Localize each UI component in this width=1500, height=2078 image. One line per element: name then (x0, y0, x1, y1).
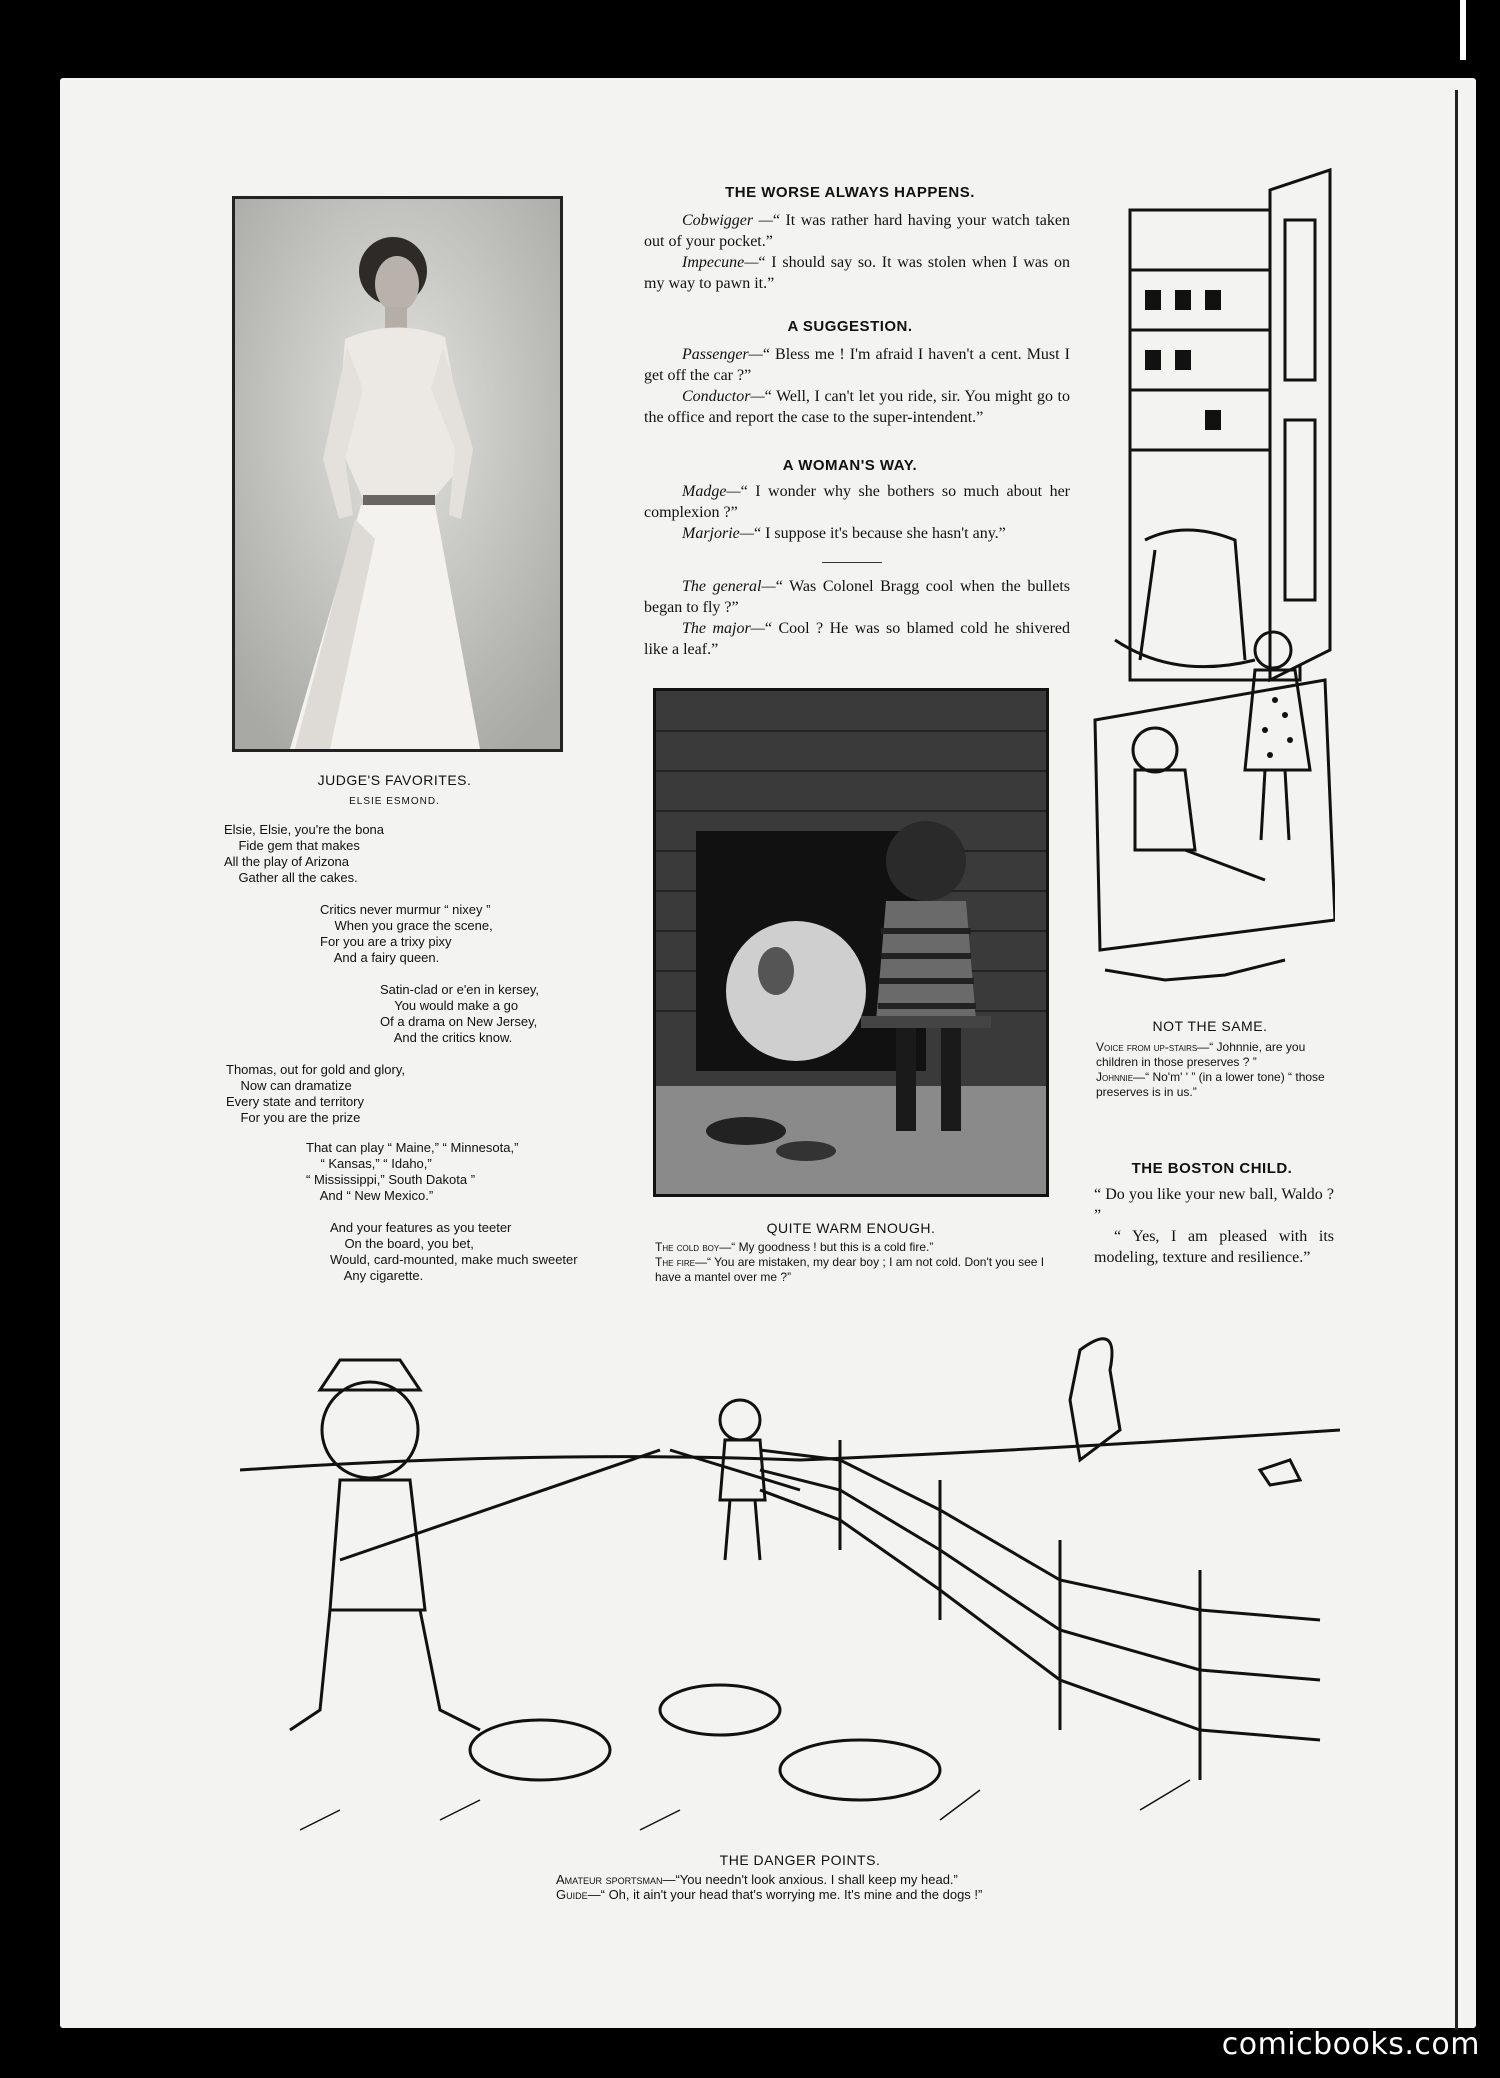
not-same-line-2: “ No'm' ' ” (in a lower tone) “ those preserves is in us.” (1096, 1070, 1325, 1099)
suggestion-line-1: “ Bless me ! I'm afraid I haven't a cent. Must I get off the car ?” (644, 346, 1070, 384)
danger-speaker-1: Amateur sportsman— (556, 1872, 676, 1887)
poem-line: And the critics know. (380, 1030, 513, 1045)
danger-title: THE DANGER POINTS. (719, 1852, 881, 1868)
boston-line-1: “ Do you like your new ball, Waldo ? ” (1094, 1186, 1334, 1224)
general-speaker-1: The general— (682, 578, 776, 595)
not-same-caption (1096, 1040, 1334, 1100)
fireplace-illustration (653, 688, 1049, 1197)
poem-line: Gather all the cakes. (224, 870, 358, 885)
poem-line: Would, card-mounted, make much sweeter (330, 1252, 578, 1267)
general-text (644, 576, 1070, 660)
poem-stanza-6 (330, 1220, 578, 1284)
poem-line: Elsie, Elsie, you're the bona (224, 822, 385, 837)
worse-line-1: “ It was rather hard having your watch taken out of your pocket.” (644, 212, 1071, 250)
worse-title: THE WORSE ALWAYS HAPPENS. (725, 184, 975, 201)
womans-way-text (644, 481, 1070, 544)
boston-title: THE BOSTON CHILD. (1131, 1160, 1293, 1177)
womans-way-speaker-2: Marjorie— (682, 525, 754, 542)
poem-line: Of a drama on New Jersey, (380, 1014, 538, 1029)
not-same-speaker-1: Voice from up-stairs— (1096, 1040, 1210, 1054)
warm-line-2: “ You are mistaken, my dear boy ; I am not cold. Don't you see I have a mantel over me ?” (655, 1255, 1045, 1284)
suggestion-text (644, 344, 1070, 428)
boston-line-2: “ Yes, I am pleased with its modeling, texture and resilience.” (1094, 1228, 1334, 1266)
poem-line: Any cigarette. (330, 1268, 424, 1283)
poem-line: “ Kansas,” “ Idaho,” (306, 1156, 432, 1171)
poem-line: Fide gem that makes (224, 838, 360, 853)
poem-line: Every state and territory (226, 1094, 364, 1109)
warm-line-1: “ My goodness ! but this is a cold fire.” (731, 1240, 934, 1254)
poem-line: All the play of Arizona (224, 854, 350, 869)
poem-line: And a fairy queen. (320, 950, 440, 965)
poem-line: And your features as you teeter (330, 1220, 512, 1235)
warm-title: QUITE WARM ENOUGH. (766, 1220, 936, 1236)
not-same-speaker-2: Johnnie— (1096, 1070, 1146, 1084)
warm-caption (655, 1240, 1055, 1285)
general-speaker-2: The major— (682, 620, 765, 637)
general-line-1: “ Was Colonel Bragg cool when the bullets began to fly ?” (644, 578, 1070, 616)
judge-title: JUDGE'S FAVORITES. (317, 772, 472, 788)
poem-line: On the board, you bet, (330, 1236, 474, 1251)
poem-stanza-1 (224, 822, 384, 886)
poem-line: That can play “ Maine,” “ Minnesota,” (306, 1140, 519, 1155)
poem-line: Critics never murmur “ nixey ” (320, 902, 491, 917)
poem-stanza-2 (320, 902, 493, 966)
poem-line: Satin-clad or e'en in kersey, (380, 982, 540, 997)
suggestion-speaker-2: Conductor— (682, 388, 765, 405)
poem-stanza-4 (226, 1062, 405, 1126)
womans-way-speaker-1: Madge— (682, 483, 741, 500)
worse-speaker-1: Cobwigger — (682, 212, 773, 229)
adjacent-sheet-edge (1460, 0, 1466, 60)
judge-subtitle: ELSIE ESMOND. (349, 796, 440, 807)
poem-line: And “ New Mexico.” (306, 1188, 434, 1203)
hunting-illustration (240, 1310, 1340, 1840)
poem-stanza-3 (380, 982, 539, 1046)
site-watermark: comicbooks.com (1221, 2027, 1480, 2062)
warm-speaker-2: The fire— (655, 1255, 707, 1269)
womans-way-line-2: “ I suppose it's because she hasn't any.” (754, 525, 1006, 542)
worse-speaker-2: Impecune— (682, 254, 759, 271)
womans-way-title: A WOMAN'S WAY. (782, 457, 918, 474)
suggestion-speaker-1: Passenger— (682, 346, 763, 363)
poem-line: Now can dramatize (226, 1078, 352, 1093)
general-line-2: “ Cool ? He was so blamed cold he shivered like a leaf.” (644, 620, 1071, 658)
poem-line: When you grace the scene, (320, 918, 493, 933)
womans-way-line-1: “ I wonder why she bothers so much about her complexion ?” (644, 483, 1070, 521)
danger-speaker-2: Guide— (556, 1887, 601, 1902)
divider-rule (822, 562, 882, 563)
poem-line: Thomas, out for gold and glory, (226, 1062, 405, 1077)
pantry-children-illustration (1085, 160, 1335, 1000)
warm-speaker-1: The cold boy— (655, 1240, 732, 1254)
poem-line: You would make a go (380, 998, 519, 1013)
worse-line-2: “ I should say so. It was stolen when I was on my way to pawn it.” (644, 254, 1070, 292)
elsie-esmond-photo (232, 196, 563, 752)
poem-line: For you are a trixy pixy (320, 934, 452, 949)
boston-text (1094, 1184, 1334, 1268)
not-same-line-1: “ Johnnie, are you children in those preserves ? ” (1096, 1040, 1306, 1069)
poem-line: For you are the prize (226, 1110, 361, 1125)
danger-line-2: “ Oh, it ain't your head that's worrying me. It's mine and the dogs !” (600, 1887, 983, 1902)
suggestion-title: A SUGGESTION. (787, 318, 913, 335)
poem-line: “ Mississippi,” South Dakota ” (306, 1172, 476, 1187)
danger-caption (556, 1872, 1116, 1902)
not-same-title: NOT THE SAME. (1152, 1018, 1268, 1034)
worse-text (644, 210, 1070, 294)
danger-line-1: “You needn't look anxious. I shall keep my head.” (675, 1872, 958, 1887)
suggestion-line-2: “ Well, I can't let you ride, sir. You might go to the office and report the case to the super-intendent.” (644, 388, 1070, 426)
poem-stanza-5 (306, 1140, 518, 1204)
page-spine-edge (1455, 90, 1474, 2030)
